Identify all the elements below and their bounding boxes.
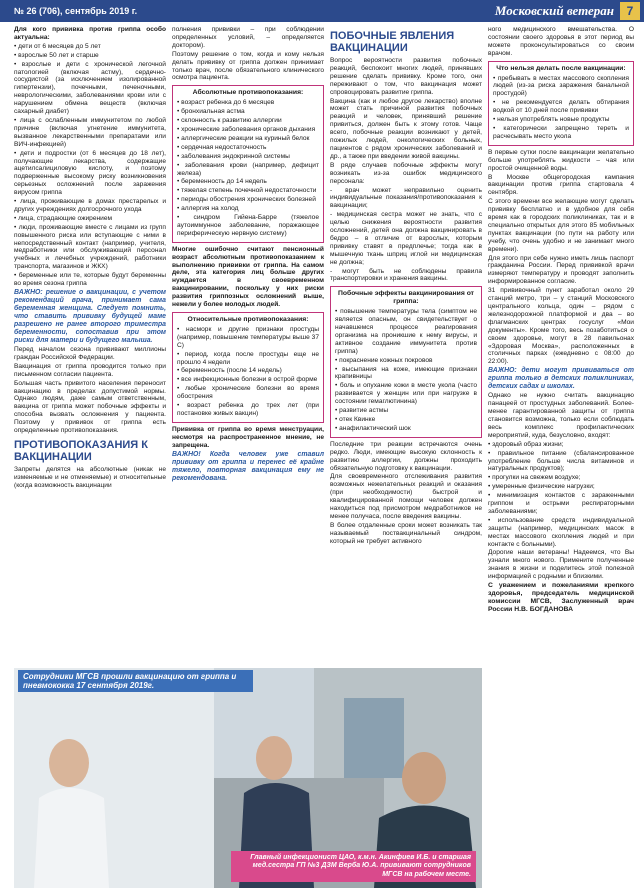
list-item: • покраснение кожных покровов: [335, 356, 433, 364]
list-item: • бронхиальная астма: [177, 108, 245, 116]
list-item: • лица с ослабленным иммунитетом по любой причине (включая угнетение иммунитета, вызванное лекарственными препаратами или ВИЧ-инфекцией): [14, 116, 166, 148]
relative-contraindications-box: [172, 312, 324, 423]
list-item: • хронические заболевания органов дыхания: [177, 125, 316, 133]
paragraph: полнения прививки – при соблюдении определенных условий, – определяется доктором).: [172, 26, 324, 49]
photo-caption-bottom: Главный инфекционист ЦАО, к.м.н. Акинфиев И.Б. и старшая мед.сестра ГП №3 ДЗМ Верба Ю.А. прививают сотрудников МГСВ на рабочем месте.: [231, 851, 476, 883]
paragraph: - врач может неправильно оценить индивидуальные показания/противопоказания к вакцинации;: [330, 186, 482, 210]
paragraph: Вакцинация от гриппа проводится только при письменном согласии пациента.: [14, 362, 166, 378]
list-item: • синдром Гийена-Барре (тяжелое аутоиммунное заболевание, поражающее периферическую нервную систему): [177, 214, 319, 237]
paragraph: С этого времени все желающие могут сделать прививку бесплатно и в удобное для себя время как в городских поликлиниках, так и в специально открытых для этого 85 мобильных пунктах вакцинации (по пути на работу или учебу, что очень удобно и не занимает много времени).: [488, 198, 634, 253]
list-item: • аллергия на холод: [177, 205, 239, 213]
list-item: • не рекомендуется делать обтирания водкой от 10 дней после прививки: [493, 99, 629, 115]
list-item: • люди, проживающие вместе с лицами из групп повышенного риска или вступающие с ними в непосредственный контакт (например, учителя, медработники или обслуживающий персонал учебных и лечебных учреждений, работники транспорта, магазинов и ЖКХ): [14, 223, 166, 271]
list-item: • повышение температуры тела (симптом не является опасным, он свидетельствует о начавшемся процессе реагирования организма на проникшие к нему вирусы, и активное создание иммунитета против гриппа): [335, 308, 477, 355]
after-vaccination-list: [493, 75, 629, 141]
risk-group-intro: Для кого прививка против гриппа особо актуальна:: [14, 26, 166, 41]
list-item: • боль и опухание кожи в месте укола (часто развивается у женщин или при нагрузке в состоянии гемаглютинина): [335, 382, 477, 406]
column-3: [330, 26, 482, 666]
list-item: • период, когда после простуды еще не прошло 4 недели: [177, 350, 319, 366]
list-item: • тяжелая степень почечной недостаточности: [177, 187, 317, 195]
list-item: • беременные или те, которые будут беременны во время сезона гриппа: [14, 272, 166, 288]
list-item: • нельзя употреблять новые продукты: [493, 116, 610, 124]
paragraph: Поэтому решение о том, когда и кому нельзя делать прививку от гриппа должен принимает только врач, после обязательного клинического осмотра пациента.: [172, 50, 324, 82]
list-item: • беременность (после 14 недель): [177, 367, 282, 375]
risk-group-list: [14, 43, 166, 288]
list-item: • беременность до 14 недель: [177, 178, 267, 186]
list-item: • возраст ребенка до трех лет (при постановке живых вакцин): [177, 402, 319, 417]
paragraph: Запреты делятся на абсолютные (никак не изменяемые и не отменяемые) и относительные (когда возможность вакцинации: [14, 465, 166, 489]
list-item: • любые хронические болезни во время обострения: [177, 385, 319, 401]
list-item: • дети и подростки (от 6 месяцев до 18 лет), получающие лекарства, содержащие ацетилсалициловую кислоту, и поэтому подверженные высокому риску возникновения серьезных осложнений после заражения вирусом гриппа: [14, 149, 166, 197]
paragraph: ного медицинского вмешательства. О состоянии своего здоровья в этот период вы можете проконсультироваться со своим врачом.: [488, 26, 634, 57]
vaccination-photo: [14, 668, 482, 888]
absolute-contraindications-box: [172, 85, 324, 242]
list-item: • здоровый образ жизни;: [488, 440, 564, 448]
list-item: • развитие астмы: [335, 407, 389, 415]
paragraph: Перед началом сезона прививают миллионы граждан Российской Федерации.: [14, 346, 166, 361]
box-title: Абсолютные противопоказания:: [192, 89, 304, 97]
column-1: [14, 26, 166, 666]
children-note: ВАЖНО: дети могут прививаться от гриппа только в детских поликлиниках, детских садах и школах.: [488, 367, 634, 391]
box-title: Относительные противопоказания:: [187, 316, 309, 323]
section-heading-side-effects: ПОБОЧНЫЕ ЯВЛЕНИЯ ВАКЦИНАЦИИ: [330, 30, 455, 54]
paragraph: Вакцина (как и любое другое лекарство) вполне может стать причиной развития побочных реакций и человек, принявший решение привиться, должен быть к этому готов. Чаще всего, побочные реакции возникают у детей, пожилых людей, онкологических больных, пациентов с рядом хронических заболеваний и др., а также при введении живой вакцины.: [330, 97, 482, 160]
list-item: • анафилактический шок: [335, 424, 411, 432]
paragraph: В первые сутки после вакцинации желательно больше употреблять жидкости – чая или простой очищенной воды.: [488, 148, 634, 172]
relative-list: [177, 326, 319, 418]
paragraph: Большая часть привитого населения переносит вакцинацию в пределах допустимой нормы. Однако людям, даже самым ответственным, вакцина от гриппа может побочные эффекты и способна вызвать осложнения у пациента. Поэтому у прививок от гриппа есть определенные противопоказания.: [14, 379, 166, 435]
header-right: [495, 2, 644, 20]
list-item: • лица, проживающие в домах престарелых и других учреждениях долгосрочного ухода: [14, 198, 166, 213]
paragraph: В Москве общегородская кампания вакцинации против гриппа стартовала 4 сентября.: [488, 173, 634, 197]
section-heading-contraindications: ПРОТИВОПОКАЗАНИЯ К ВАКЦИНАЦИИ: [14, 438, 148, 463]
list-item: • умеренные физические нагрузки;: [488, 483, 595, 491]
paragraph: Вопрос вероятности развития побочных реакций, беспокоит многих людей, принявших решение сделать прививку. Кроме того, они переживают о том, что вакцинация может спровоцировать развитие гриппа.: [330, 57, 482, 96]
photo-caption-top: Сотрудники МГСВ прошли вакцинацию от гриппа и пневмококка 17 сентября 2019г.: [18, 670, 253, 692]
list-item: • категорически запрещено тереть и расчесывать место укола: [493, 124, 629, 140]
list-item: • отек Квинке: [335, 415, 376, 423]
absolute-list: [177, 99, 319, 238]
list-item: • прогулки на свежем воздухе;: [488, 474, 581, 482]
issue-number: № 26 (706), сентябрь 2019 г.: [14, 6, 138, 16]
paragraph: Для этого при себе нужно иметь лишь паспорт гражданина России. Перед прививкой врачи измеряют температуру и проводят заполнить информированное согласие.: [488, 254, 634, 286]
repeat-vaccination-note: ВАЖНО! Когда человек уже ставил прививку от гриппа и перенес её крайне тяжело, повторная вакцинация ему не рекомендована.: [172, 450, 324, 482]
paragraph: - медицинская сестра может не знать, что с целью снижения вероятности развития осложнений, детей она должна вакцинировать в бедро – в отличие от взрослых, которым прививку ставят в предплечье; тогда как в мышечную ткань шприц иглой ни медицинская не должна;: [330, 211, 482, 266]
list-item: • сердечная недостаточность: [177, 143, 267, 151]
list-item: • пребывать в местах массового скопления людей (из-за риска заражения банальной простудой): [493, 74, 629, 98]
box-title: Побочные эффекты вакцинирования от гриппа:: [337, 290, 475, 306]
paragraph: Последние три реакции встречаются очень редко. Люди, имеющие высокую склонность к развитию аллергии, должны проходить обязательную подготовку к вакцинации.: [330, 440, 482, 472]
pregnancy-note: ВАЖНО: решение о вакцинации, с учетом рекомендаций врача, принимает сама беременная женщина. Следует помнить, что ставить прививку будущей маме разрешено не ранее второго триместра беременности, сопоставив при этом риски для матери и будущего малыша.: [14, 289, 166, 344]
list-item: • насморк и другие признаки простуды (например, повышение температуры выше 37 С): [177, 325, 319, 349]
list-item: • правильное питание (сбалансированное употребление больше числа витаминов и натуральных продуктов);: [488, 449, 634, 473]
paragraph: 31 прививочный пункт заработал около 29 станций метро, три – у станций Московского центрального кольца, один – рядом с железнодорожной платформой и два – во флагманских центрах госуслуг «Мои документы». Кроме того, весь позаботиться о своем здоровье, могут в 28 павильонах «Здоровая Москва», расположенных в столичных парках (ежедневно с 08:00 до 22:00).: [488, 287, 634, 366]
newspaper-title: Московский ветеран: [494, 3, 614, 18]
column-4: [488, 26, 634, 892]
paragraph-pensioners: Многие ошибочно считают пенсионный возраст абсолютным противопоказанием к выполнению прививки от гриппа. На самом деле, эта категория лиц больше других нуждается в своевременном вакцинировании, поскольку у них риски развития гриппозных осложнений выше, нежели у более молодых людей.: [172, 245, 324, 309]
paragraph: Однако не нужно считать вакцинацию панацеей от простудных заболеваний. Более-менее гарантированной защиты от гриппа становится возможна, только если соблюдать весь комплекс профилактических мероприятий, куда, безусловно, входят:: [488, 392, 634, 439]
list-item: • периоды обострения хронических болезней: [177, 196, 316, 204]
paragraph: - могут быть не соблюдены правила транспортировки и хранения вакцины.: [330, 267, 482, 283]
paragraph: Для своевременного отслеживания развития возможных нежелательных реакций и оказания (при необходимости) быстрой и квалифицированной помощи человек должен находиться под присмотром медработников не менее получаса, после введения вакцины.: [330, 473, 482, 520]
signature: С уважением и пожеланиями крепкого здоровья, председатель медицинской комиссии МГСВ, Заслуженный врач России Н.В. БОГДАНОВА: [488, 582, 634, 613]
paragraph: Дорогие наши ветераны! Надеемся, что Вы узнали много нового. Примените полученные знания в жизни и поделитесь этой полезной информацией с родными и близкими.: [488, 549, 634, 581]
list-item: • склонность к развитию аллергии: [177, 117, 282, 125]
list-item: • минимизация контактов с зараженными гриппом и острыми респираторными заболеваниями;: [488, 492, 634, 515]
list-item: • заболевания крови (например, дефицит железа): [177, 161, 319, 177]
list-item: • заболевания эндокринной системы: [177, 152, 290, 160]
page-header: [0, 0, 644, 22]
side-effects-box: [330, 286, 482, 437]
paragraph: В ряде случаев побочные эффекты могут возникать из-за ошибок медицинского персонала:: [330, 161, 482, 185]
list-item: • дети от 6 месяцев до 5 лет: [14, 42, 101, 50]
paragraph: В более отдаленные сроки может возникать так называемый поствакцинальный синдром, который не требует активного: [330, 521, 482, 545]
list-item: • лица, страдающие ожирением: [14, 214, 113, 222]
list-item: • высыпания на коже, имеющие признаки крапивницы: [335, 365, 477, 381]
list-item: • использование средств индивидуальной защиты (например, медицинских масок в местах массового скопления людей и при контакте с больными).: [488, 516, 634, 548]
list-item: • аллергические реакции на куриный белок: [177, 134, 310, 142]
list-item: • взрослые 50 лет и старше: [14, 51, 99, 59]
after-vaccination-box: [488, 61, 634, 146]
page-number: 7: [620, 2, 640, 20]
list-item: • все инфекционные болезни в острой форме: [177, 376, 318, 384]
column-2: [172, 26, 324, 666]
box-title: Что нельзя делать после вакцинации:: [496, 64, 626, 72]
paragraph-menstruation: Прививка от гриппа во время менструации, несмотря на распространенное мнение, не запрещена.: [172, 425, 324, 449]
list-item: • взрослые и дети с хронической легочной патологией (включая астму), сердечно-сосудистой (за исключением изолированной гипертензии), почечными, печеночными, неврологическими, заболеваниями крови или с нарушением обмена веществ (включая сахарный диабет): [14, 60, 166, 116]
side-effects-list: [335, 308, 477, 433]
prevention-list: [488, 441, 634, 549]
list-item: • возраст ребенка до 6 месяцев: [177, 99, 275, 107]
